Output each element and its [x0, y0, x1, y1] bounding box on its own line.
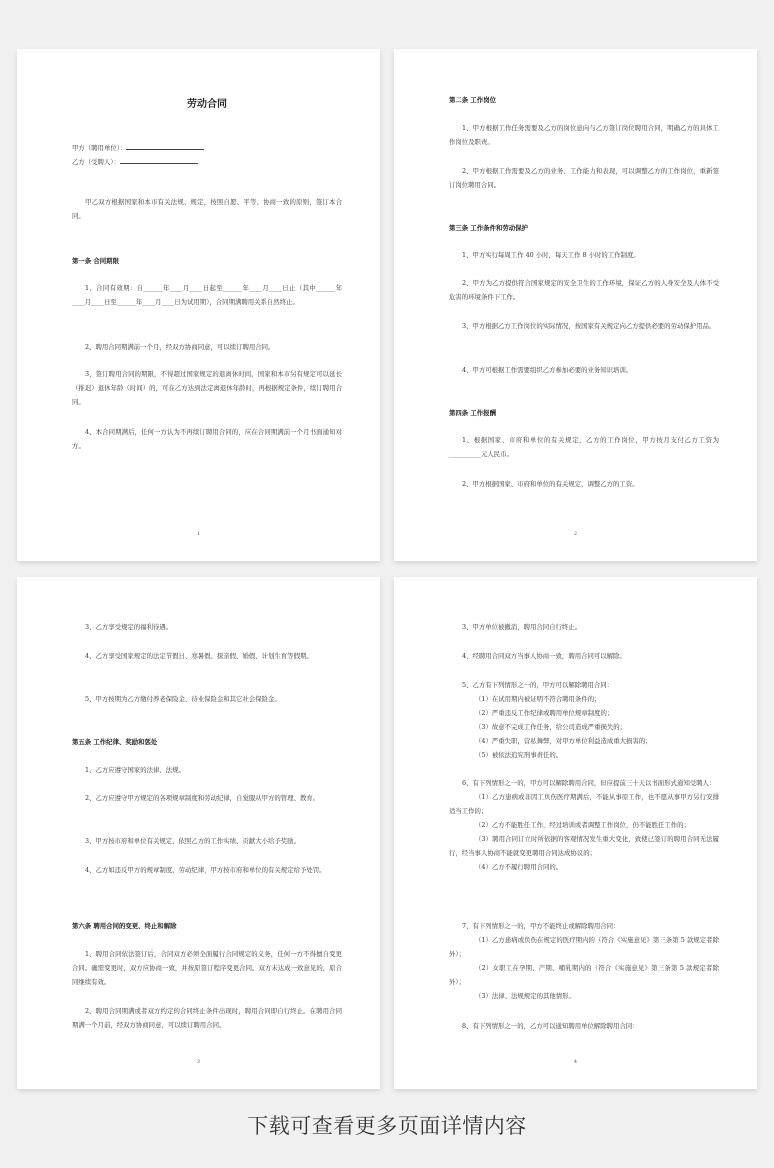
document-page-3 [17, 577, 380, 1089]
page-number: 2 [573, 531, 578, 537]
s3-paragraph-4: 4、甲方可根据工作需要组织乙方参加必要的业务知识培训。 [462, 366, 633, 374]
s5-paragraph-2: 2、乙方应遵守甲方规定的各项规章制度和劳动纪律，自觉服从甲方的管理、教育。 [85, 794, 320, 802]
s4-paragraph-3: 3、乙方享受规定的福利待遇。 [85, 623, 173, 631]
s6-paragraph-1: 1、聘用合同依法签订后，合同双方必须全面履行合同规定的义务，任何一方不得擅自变更合同。确需变更时，双方应协商一致，并按原签订程序变更合同。双方未达成一致意见的，原合同继续有效。 [72, 950, 342, 986]
list-item: （3）故意不完成工作任务，给公司造成严重损失的； [475, 723, 627, 731]
s5-paragraph-4: 4、乙方如违反甲方的规章制度、劳动纪律，甲方按市府和单位的有关规定给予处罚。 [85, 866, 326, 874]
page-number: 4 [573, 1059, 578, 1065]
list-item: （2）严重违反工作纪律或聘用单位规章制度的； [475, 709, 614, 717]
party-a-label: 甲方（聘用单位）： [72, 144, 127, 152]
party-a-blank [126, 142, 204, 150]
s2-paragraph-1: 1、甲方根据工作任务需要及乙方的岗位意向与乙方签订岗位聘用合同，明确乙方的具体工作岗位及职责。 [449, 124, 719, 146]
list-item: （5）被依法追究刑事责任的。 [475, 751, 563, 759]
list-item: （2）乙方不能胜任工作，经过培训或者调整工作岗位，仍不能胜任工作的； [475, 821, 690, 829]
parties-block [72, 141, 342, 169]
party-b-line [72, 155, 342, 169]
page-content [449, 49, 719, 561]
section-2-heading: 第二条 工作岗位 [449, 96, 496, 104]
s6-paragraph-8: 8、有下列情形之一的，乙方可以通知聘用单位解除聘用合同： [462, 1022, 639, 1030]
s6-paragraph-7: 7、有下列情形之一的，甲方不能终止或解除聘用合同： （1）乙方患病或负伤在规定的医疗期内的（符合《实施意见》第三条第 5 款规定者除外）； （2）女职工在孕期、产期、哺乳期内的（符合《实施意见》第三条第 5 款规定者除外）； （3）法律、法规规定的其他情形。 [449, 919, 719, 1003]
s3-paragraph-2: 2、甲方为乙方提供符合国家规定的安全卫生的工作环境，保证乙方的人身安全及人体不受危害的环境条件下工作。 [449, 279, 719, 301]
list-item: （4）乙方不履行聘用合同的。 [475, 863, 563, 871]
list-item: （3）聘用合同订立时所依据的客观情况发生重大变化，致使已签订的聘用合同无法履行，经当事人协商不能就变更聘用合同达成协议的； [449, 835, 719, 857]
s3-paragraph-1: 1、甲方实行每周工作 40 小时，每天工作 8 小时的工作制度。 [462, 251, 640, 259]
s4-paragraph-4: 4、乙方享受国家规定的法定节假日、寒暑假、探亲假、婚假、计划生育等假期。 [85, 652, 313, 660]
list-item: （1）乙方患病或负伤在规定的医疗期内的（符合《实施意见》第三条第 5 款规定者除外）； [449, 936, 719, 958]
party-b-blank [120, 156, 198, 164]
s6-paragraph-3: 3、甲方单位被撤消，聘用合同自行终止。 [462, 623, 582, 631]
page-number: 1 [196, 531, 201, 537]
page-content [72, 49, 342, 561]
document-title: 劳动合同 [187, 99, 227, 110]
document-page-2 [394, 49, 757, 561]
intro-paragraph: 甲乙双方根据国家和本市有关法规、规定，按照自愿、平等、协商一致的原则，签订本合同。 [72, 198, 342, 220]
page-content [72, 577, 342, 1089]
page-number: 3 [196, 1059, 201, 1065]
s4-paragraph-2: 2、甲方根据国家、市府和单位的有关规定，调整乙方的工资。 [462, 480, 639, 488]
s1-paragraph-4: 4、本合同期满后，任何一方认为不再续订聘用合同的，应在合同期满前一个月书面通知对方。 [72, 428, 342, 450]
s6-paragraph-6: 6、有下列情形之一的，甲方可以解除聘用合同，但应提前三十天以书面形式通知受聘人： （1）乙方患病或非因工负伤医疗期满后，不能从事原工作，也不愿从事甲方另行安排适当工作的； （2）乙方不能胜任工作，经过培训或者调整工作岗位，仍不能胜任工作的； （3）聘用合同订立时所依据的客观情况发生重大变化，致使已签订的聘用合同无法履行，经当事人协商不能就变更聘用合同达成协议的； （4）乙方不履行聘用合同的。 [449, 776, 719, 874]
section-4-heading: 第四条 工作报酬 [449, 409, 496, 417]
download-more-caption: 下载可查看更多页面详情内容 [247, 1114, 527, 1138]
party-a-line [72, 141, 342, 155]
s6-paragraph-2: 2、聘用合同期满或者双方约定的合同终止条件出现时，聘用合同即自行终止。在聘用合同期满一个月前，经双方协商同意，可以续订聘用合同。 [72, 1007, 342, 1029]
list-item: （1）在试用期内被证明不符合聘用条件的； [475, 695, 601, 703]
s4-paragraph-5: 5、甲方按期为乙方缴付养老保险金、待业保险金和其它社会保险金。 [85, 695, 281, 703]
list-item: （3）法律、法规规定的其他情形。 [475, 992, 575, 1000]
section-3-heading: 第三条 工作条件和劳动保护 [449, 224, 528, 232]
list-item: （1）乙方患病或非因工负伤医疗期满后，不能从事原工作，也不愿从事甲方另行安排适当工作的； [449, 793, 719, 815]
s4-paragraph-1: 1、根据国家、市府和单位的有关规定，乙方的工作岗位，甲方按月支付乙方工资为__________元人民币。 [449, 436, 719, 458]
document-page-1 [17, 49, 380, 561]
s5-paragraph-3: 3、甲方按市府和单位有关规定，依照乙方的工作实绩、贡献大小给予奖励。 [85, 837, 300, 845]
page-content [449, 577, 719, 1089]
s6-paragraph-4: 4、经聘用合同双方当事人协商一致，聘用合同可以解除。 [462, 652, 626, 660]
s1-paragraph-2: 2、聘用合同期满前一个月，经双方协商同意，可以续订聘用合同。 [85, 343, 275, 351]
s6-paragraph-5: 5、乙方有下列情形之一的，甲方可以解除聘用合同： （1）在试用期内被证明不符合聘用条件的； （2）严重违反工作纪律或聘用单位规章制度的； （3）故意不完成工作任务，给公司造成严重损失的； （4）严重失职，营私舞弊，对甲方单位利益造成重大损害的； （5）被依法追究刑事责任的。 [449, 678, 719, 762]
section-1-heading: 第一条 合同期限 [72, 257, 119, 265]
party-b-label: 乙方（受聘人）： [72, 158, 120, 166]
s1-paragraph-3: 3、签订聘用合同的期限，不得超过国家规定的退离休时间，国家和本市另有规定可以延长（推迟）退休年龄（时间）的，可在乙方达到法定离退休年龄时，再根据规定条件，续订聘用合同。 [72, 370, 342, 406]
s5-paragraph-1: 1、乙方应遵守国家的法律、法规。 [85, 766, 185, 774]
section-5-heading: 第五条 工作纪律、奖励和惩处 [72, 738, 158, 746]
section-6-heading: 第六条 聘用合同的变更、终止和解除 [72, 922, 177, 930]
list-item: （2）女职工在孕期、产期、哺乳期内的（符合《实施意见》第三条第 5 款规定者除外）； [449, 964, 719, 986]
s1-paragraph-1: 1、合同有效期：自______年____月____日起至______年____月____日止（其中______年____月____日至______年____月____日为试用期），合同期满聘用关系自然终止。 [72, 284, 342, 306]
list-item: （4）严重失职，营私舞弊，对甲方单位利益造成重大损害的； [475, 737, 652, 745]
document-page-4 [394, 577, 757, 1089]
s3-paragraph-3: 3、甲方根据乙方工作岗位的实际情况，按国家有关规定向乙方提供必要的劳动保护用品。 [462, 322, 716, 330]
s2-paragraph-2: 2、甲方根据工作需要及乙方的业务、工作能力和表现，可以调整乙方的工作岗位，重新签订岗位聘用合同。 [449, 167, 719, 189]
